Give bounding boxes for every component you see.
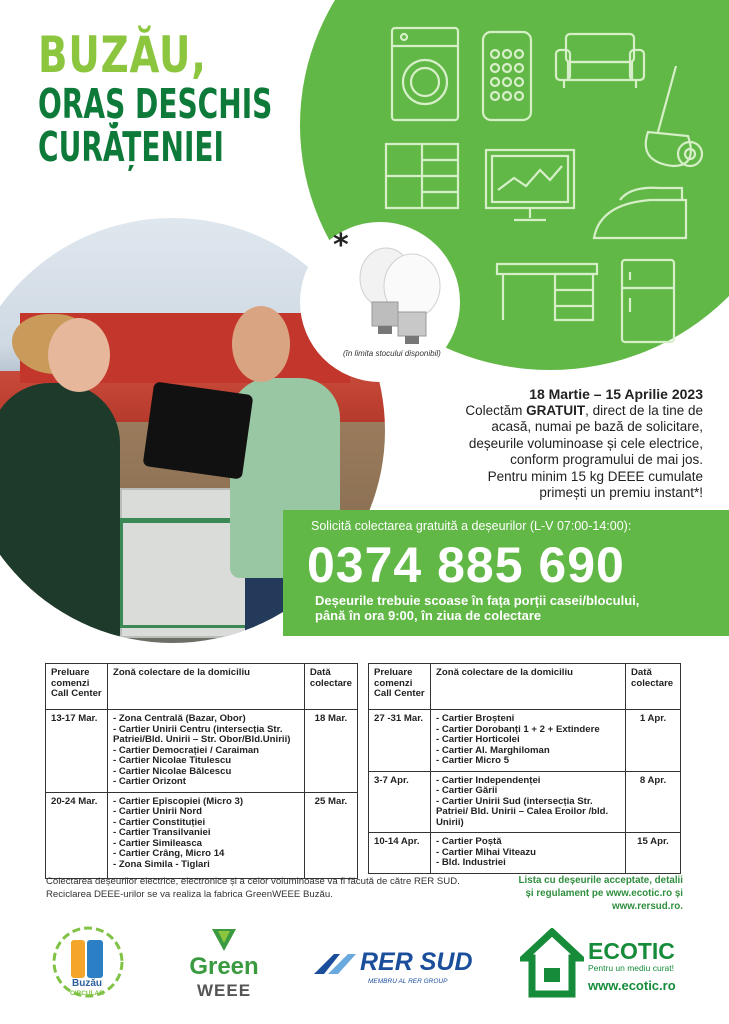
zone-item: - Cartier Unirii Nord (112, 806, 202, 817)
zone-item: - Cartier Transilvaniei (112, 827, 211, 838)
ecotic-logo (520, 928, 690, 1000)
photo-man-head (232, 306, 290, 382)
zone-item: - Cartier Dorobanți 1 + 2 + Extindere (435, 723, 600, 735)
row-collection-date: 1 Apr. (626, 710, 681, 772)
phone-note-line-2: până în ora 9:00, în ziua de colectare (315, 608, 542, 623)
photo-woman (0, 383, 120, 643)
info-line-1-post: , direct de la tine de (585, 402, 703, 418)
table-row (369, 710, 681, 772)
phone-icon (481, 30, 533, 122)
table-header-row (369, 664, 681, 710)
table-row (369, 771, 681, 833)
zone-item: - Cartier Broșteni (435, 713, 515, 724)
row-zones (430, 771, 625, 833)
zone-item: - Cartier Nicolae Titulescu (112, 755, 232, 766)
rer-sud-logo (310, 948, 490, 988)
greenweee-logo (178, 925, 270, 1005)
header-zone: Zonă colectare de la domiciliu (430, 664, 625, 710)
zone-item: - Cartier Constituției (112, 816, 206, 828)
zone-item: - Bld. Industriei (435, 857, 506, 868)
bulb-asterisk: * (333, 228, 349, 263)
zone-item: - Zona Simila - Tiglari (112, 858, 210, 870)
iron-icon (590, 184, 690, 244)
light-bulb-icon (350, 240, 450, 344)
vacuum-cleaner-icon (618, 62, 708, 172)
header-call-center: Preluare comenzi Call Center (46, 664, 108, 710)
buzau-circular-logo (45, 922, 131, 1008)
page-title (38, 26, 346, 171)
phone-note-line-1: Deșeurile trebuie scoase în fața porții casei/blocului, (315, 593, 640, 608)
zone-item: - Cartier Micro 5 (435, 755, 510, 766)
footer-left-line-1: Colectarea deșeurilor electrice, electronice și a celor voluminoase va fi făcută de către RER SUD. (46, 876, 460, 887)
row-zones (107, 710, 304, 793)
zone-item: - Cartier Simileasca (112, 837, 203, 849)
schedule-table-right (368, 663, 681, 874)
table-row (46, 710, 358, 793)
title-line-1: BUZĂU, (38, 26, 207, 84)
title-line-3: CURĂȚENIEI (38, 123, 224, 171)
row-period: 10-14 Apr. (369, 833, 431, 874)
footer-disclaimer (46, 875, 466, 901)
row-collection-date: 25 Mar. (304, 792, 357, 878)
zone-item: - Cartier Independenței (435, 774, 541, 786)
row-period: 13-17 Mar. (46, 710, 108, 793)
bulb-stock-note: (în limita stocului disponibil) (343, 349, 441, 358)
row-zones (107, 792, 304, 878)
footer-right-line-1: Lista cu deșeurile acceptate, detalii (518, 875, 683, 886)
rer-sud-mark-icon (310, 950, 360, 978)
info-line-1 (383, 403, 703, 420)
info-line-2: acasă, numai pe bază de solicitare, (491, 419, 703, 434)
zone-item: - Cartier Al. Marghiloman (435, 744, 550, 756)
photo-woman-head (48, 318, 110, 392)
zone-item: - Cartier Gării (435, 785, 498, 796)
desk-icon (495, 262, 599, 324)
table-row (369, 833, 681, 874)
buzau-logo-name: Buzău (72, 978, 102, 989)
ecotic-recycle-house-icon (520, 928, 584, 1000)
row-collection-date: 18 Mar. (304, 710, 357, 793)
monitor-icon (484, 148, 576, 226)
header-date: Dată colectare (304, 664, 357, 710)
table-header-row (46, 664, 358, 710)
title-line-2: ORAȘ DESCHIS (38, 80, 273, 128)
row-period: 20-24 Mar. (46, 792, 108, 878)
ecotic-logo-tagline: Pentru un mediu curat! (588, 963, 674, 973)
zone-item: - Cartier Mihai Viteazu (435, 846, 537, 858)
footer-right-line-3[interactable]: www.rersud.ro. (612, 901, 683, 912)
ecotic-logo-name: ECOTIC (588, 938, 675, 964)
zone-item: - Cartier Democrației / Caraiman (112, 744, 260, 756)
info-free-highlight: GRATUIT (526, 402, 586, 418)
row-collection-date: 8 Apr. (626, 771, 681, 833)
campaign-info (383, 386, 703, 502)
info-line-3: deșeurile voluminoase și cele electrice, (468, 435, 703, 451)
header-call-center: Preluare comenzi Call Center (369, 664, 431, 710)
phone-number[interactable]: 0374 885 690 (307, 537, 625, 593)
zone-item: - Cartier Episcopiei (Micro 3) (112, 795, 244, 807)
greenweee-logo-bottom: WEEE (196, 981, 252, 1000)
row-period: 27 -31 Mar. (369, 710, 431, 772)
rer-sud-logo-sub: MEMBRU AL RER GROUP (368, 978, 448, 985)
phone-note (315, 593, 639, 623)
greenweee-logo-top: Green (189, 953, 259, 980)
footer-left-line-2: Reciclarea DEEE-urilor se va realiza la fabrica GreenWEEE Buzău. (46, 889, 333, 900)
footer-right-line-2[interactable]: și regulament pe www.ecotic.ro și (525, 888, 683, 899)
fridge-icon (620, 258, 676, 344)
zone-item: - Cartier Unirii Sud (intersecția Str. Patriei/ Bld. Unirii – Calea Eroilor /bld. Unirii) (435, 795, 609, 828)
footer-links (483, 874, 683, 913)
header-zone: Zonă colectare de la domiciliu (107, 664, 304, 710)
greenweee-leaf-icon (210, 925, 238, 953)
zone-item: - Cartier Crâng, Micro 14 (112, 848, 225, 859)
buzau-logo-sub: CIRCULAR (70, 990, 104, 997)
rer-sud-logo-name: RER SUD (360, 948, 473, 976)
row-zones (430, 710, 625, 772)
zone-item: - Cartier Poștă (435, 836, 502, 847)
info-line-5: Pentru minim 15 kg DEEE cumulate (487, 468, 703, 484)
washing-machine-icon (390, 26, 460, 122)
info-line-4: conform programului de mai jos. (510, 452, 703, 467)
row-collection-date: 15 Apr. (626, 833, 681, 874)
photo-appliance-box (143, 381, 254, 479)
schedule-table-left (45, 663, 358, 879)
zone-item: - Zona Centrală (Bazar, Obor) (112, 713, 246, 724)
header-date: Dată colectare (626, 664, 681, 710)
cabinet-icon (384, 142, 460, 210)
info-line-1-pre: Colectăm (465, 402, 527, 418)
zone-item: - Cartier Nicolae Bălcescu (112, 765, 232, 777)
zone-item: - Cartier Orizont (112, 776, 186, 787)
table-row (46, 792, 358, 878)
info-line-6: primești un premiu instant*! (539, 485, 703, 500)
phone-band (283, 510, 729, 636)
ecotic-logo-url[interactable]: www.ecotic.ro (588, 978, 676, 993)
campaign-dates: 18 Martie – 15 Aprilie 2023 (529, 386, 703, 402)
zone-item: - Cartier Horticolei (435, 734, 520, 745)
row-period: 3-7 Apr. (369, 771, 431, 833)
phone-label: Solicită colectarea gratuită a deșeurilor (L-V 07:00-14:00): (311, 519, 632, 533)
zone-item: - Cartier Unirii Centru (intersecția Str. Patriei/Bld. Unirii – Str. Obor/Bld.Unirii) (112, 723, 291, 745)
row-zones (430, 833, 625, 874)
